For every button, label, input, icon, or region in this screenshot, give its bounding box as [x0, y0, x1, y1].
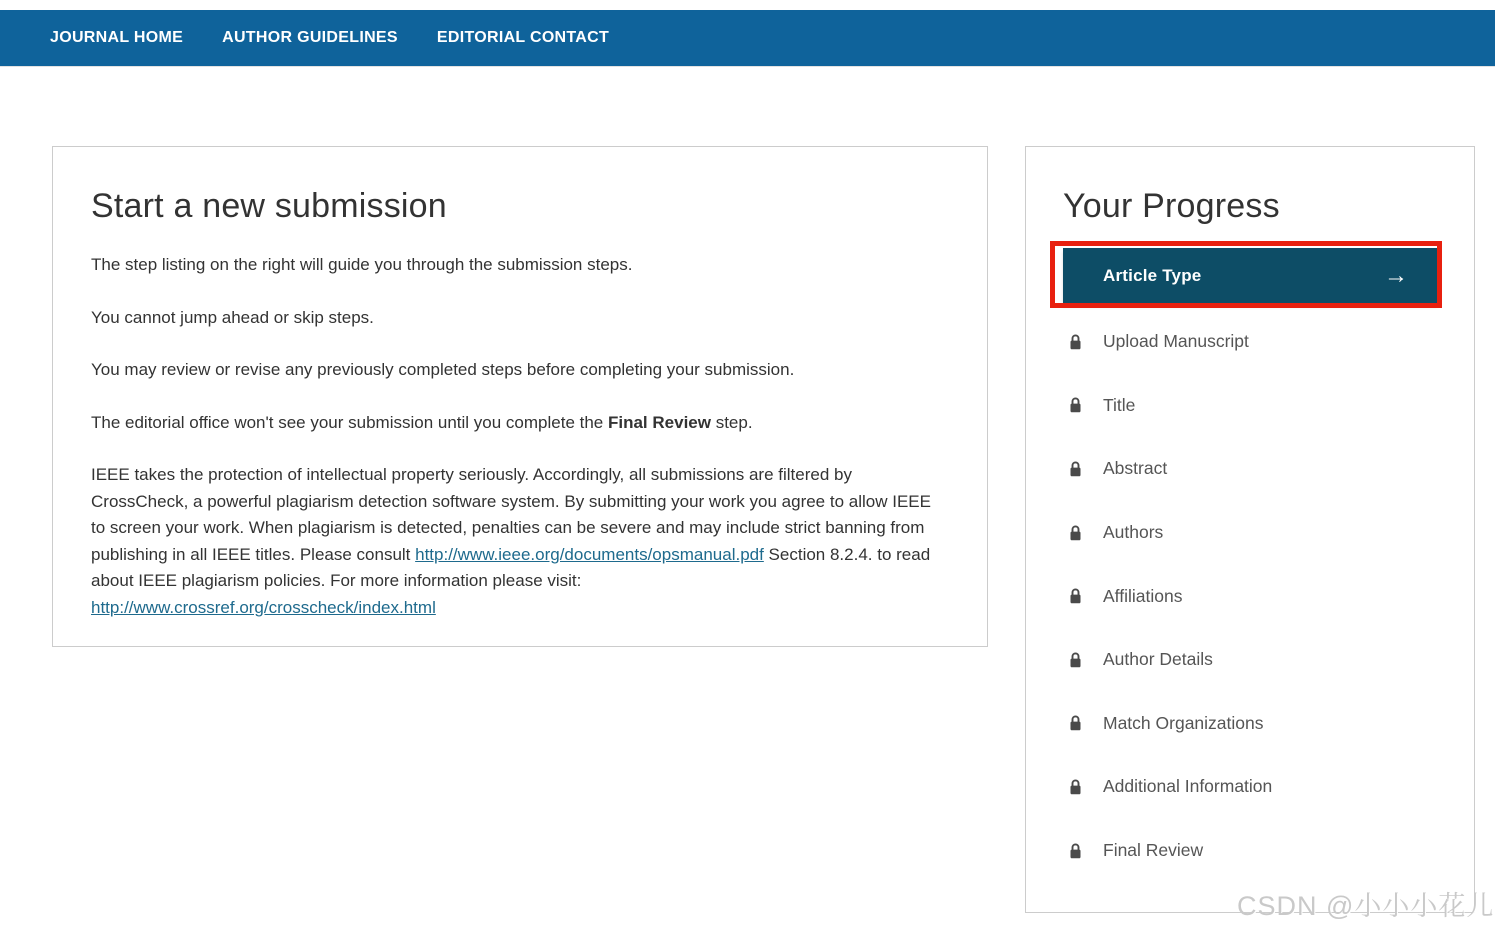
top-navigation-bar	[0, 10, 1495, 67]
plagiarism-policy-text: IEEE takes the protection of intellectual property seriously. Accordingly, all submissions are filtered by CrossCheck, a powerful plagiarism detection software system. By submitting your work you agree to allow IEEE to screen your work. When plagiarism is detected, penalties can be severe and may include strict banning from publishing in all IEEE titles. Please consult	[91, 465, 931, 564]
step-article-type-button[interactable]	[1063, 248, 1437, 303]
progress-steps-list	[1063, 310, 1437, 882]
step-affiliations	[1063, 564, 1437, 628]
step-final-review	[1063, 819, 1437, 883]
paragraph-4-text-end: step.	[710, 412, 753, 432]
step-upload-manuscript	[1063, 310, 1437, 374]
step-label: Final Review	[1103, 840, 1204, 861]
active-step-label: Article Type	[1103, 265, 1202, 285]
page-title: Start a new submission	[91, 187, 447, 225]
arrow-right-icon: →	[1384, 261, 1408, 289]
lock-icon	[1069, 525, 1082, 541]
plagiarism-policy-text-mid: Section 8.2.4. to read about IEEE plagiarism policies. For more information please visit:	[91, 544, 931, 590]
instruction-paragraph-4	[91, 410, 949, 437]
instruction-paragraph-5	[91, 462, 949, 621]
lock-icon	[1069, 652, 1082, 668]
step-label: Affiliations	[1103, 585, 1183, 606]
opsmanual-link[interactable]: http://www.ieee.org/documents/opsmanual.pdf	[415, 544, 764, 564]
step-label: Title	[1103, 394, 1136, 415]
step-label: Additional Information	[1103, 776, 1273, 797]
lock-icon	[1069, 843, 1082, 859]
instruction-paragraph-3: You may review or revise any previously completed steps before completing your submission.	[91, 360, 795, 379]
csdn-watermark: CSDN @小小小花儿	[1237, 891, 1495, 921]
instruction-paragraph-2: You cannot jump ahead or skip steps.	[91, 307, 374, 327]
nav-item-author-guidelines[interactable]: AUTHOR GUIDELINES	[222, 29, 398, 46]
lock-icon	[1069, 461, 1082, 477]
lock-icon	[1069, 334, 1082, 350]
lock-icon	[1069, 779, 1082, 795]
lock-icon	[1069, 397, 1082, 413]
step-label: Authors	[1103, 522, 1164, 543]
start-submission-panel	[52, 146, 988, 647]
step-abstract	[1063, 437, 1437, 501]
step-title	[1063, 374, 1437, 438]
nav-item-editorial-contact[interactable]: EDITORIAL CONTACT	[436, 29, 610, 46]
step-label: Author Details	[1103, 649, 1213, 670]
nav-item-journal-home[interactable]: JOURNAL HOME	[50, 29, 184, 46]
lock-icon	[1069, 715, 1082, 731]
step-label: Match Organizations	[1103, 712, 1264, 733]
step-label: Abstract	[1103, 458, 1168, 479]
step-authors	[1063, 501, 1437, 565]
progress-title: Your Progress	[1063, 187, 1280, 225]
crosscheck-link[interactable]: http://www.crossref.org/crosscheck/index.html	[91, 597, 436, 617]
progress-panel	[1025, 146, 1475, 913]
active-step-container	[1063, 248, 1437, 303]
submission-instructions	[91, 252, 949, 621]
step-match-organizations	[1063, 692, 1437, 756]
step-author-details	[1063, 628, 1437, 692]
step-additional-information	[1063, 755, 1437, 819]
paragraph-4-text: The editorial office won't see your submission until you complete the	[91, 412, 608, 432]
final-review-emphasis: Final Review	[607, 412, 711, 432]
lock-icon	[1069, 588, 1082, 604]
step-label: Upload Manuscript	[1103, 331, 1249, 352]
instruction-paragraph-1: The step listing on the right will guide you through the submission steps.	[91, 255, 633, 274]
